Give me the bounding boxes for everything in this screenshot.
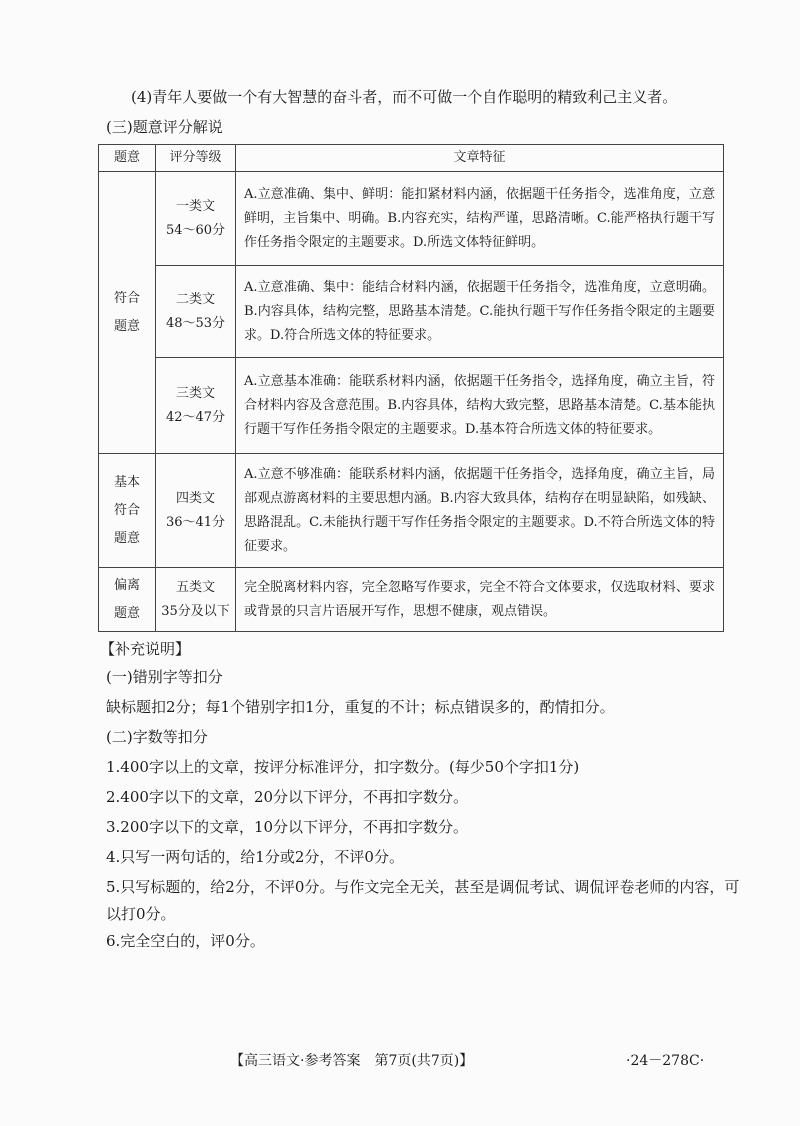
supplement-sub2: (二)字数等扣分 bbox=[106, 728, 208, 746]
grade-cell bbox=[156, 454, 236, 568]
header-topic: 题意 bbox=[99, 145, 156, 172]
grade-range: 42～47分 bbox=[165, 409, 226, 425]
exam-code: ·24－278C· bbox=[626, 1053, 705, 1069]
grade-name: 四类文 bbox=[175, 490, 215, 506]
feature-description: A.立意基本准确：能联系材料内涵，依据题干任务指令，选择角度，确立主旨，符合材料内容及含意范围。B.内容具体，结构大致完整，思路基本清楚。C.基本能执行题干写作任务指令限定的主题要求。D.基本符合所选文体的特征要求。 bbox=[236, 358, 724, 454]
grade-range: 54～60分 bbox=[165, 222, 226, 238]
table-row bbox=[99, 358, 724, 454]
scoring-table bbox=[98, 144, 724, 632]
list-item: 2.400字以下的文章，20分以下评分，不再扣字数分。 bbox=[106, 788, 469, 806]
list-item: 5.只写标题的，给2分，不评0分。与作文完全无关，甚至是调侃考试、调侃评卷老师的内容，可 bbox=[106, 878, 740, 896]
table-row bbox=[99, 266, 724, 358]
table-row bbox=[99, 454, 724, 568]
grade-range: 48～53分 bbox=[165, 315, 226, 331]
topic-fit: 符合题意 bbox=[113, 290, 140, 334]
page-footer: 【高三语文·参考答案 第7页(共7页)】 bbox=[230, 1053, 474, 1069]
grade-name: 三类文 bbox=[175, 385, 215, 401]
topic-cell-basic bbox=[99, 454, 156, 568]
table-row bbox=[99, 568, 724, 632]
feature-description: A.立意准确、集中：能结合材料内涵，依据题干任务指令，选准角度，立意明确。B.内容具体，结构完整，思路基本清楚。C.能执行题干写作任务指令限定的主题要求。D.符合所选文体的特征要求。 bbox=[236, 266, 724, 358]
grade-cell bbox=[156, 358, 236, 454]
list-item: 3.200字以下的文章，10分以下评分，不再扣字数分。 bbox=[106, 818, 469, 836]
supplement-sub1: (一)错别字等扣分 bbox=[106, 668, 223, 686]
grade-cell bbox=[156, 568, 236, 632]
topic-basic: 基本符合题意 bbox=[113, 474, 140, 546]
feature-description: A.立意不够准确：能联系材料内涵，依据题干任务指令，选择角度，确立主旨，局部观点游离材料的主要思想内涵。B.内容大致具体，结构存在明显缺陷，如残缺、思路混乱。C.未能执行题干写作任务指令限定的主题要求。D.不符合所选文体的特征要求。 bbox=[236, 454, 724, 568]
header-features: 文章特征 bbox=[236, 145, 724, 172]
list-item: 6.完全空白的，评0分。 bbox=[106, 932, 265, 950]
grade-name: 二类文 bbox=[175, 291, 215, 307]
supplement-sub1-text: 缺标题扣2分；每1个错别字扣1分，重复的不计；标点错误多的，酌情扣分。 bbox=[106, 698, 615, 716]
feature-description: 完全脱离材料内容，完全忽略写作要求，完全不符合文体要求，仅选取材料、要求或背景的只言片语展开写作，思想不健康，观点错误。 bbox=[236, 568, 724, 632]
grade-cell bbox=[156, 172, 236, 266]
header-grade: 评分等级 bbox=[156, 145, 236, 172]
intro-line: (4)青年人要做一个有大智慧的奋斗者，而不可做一个自作聪明的精致利己主义者。 bbox=[131, 88, 678, 106]
topic-cell-fit bbox=[99, 172, 156, 454]
list-item: 4.只写一两句话的，给1分或2分，不评0分。 bbox=[106, 848, 404, 866]
topic-cell-deviate bbox=[99, 568, 156, 632]
list-item: 1.400字以上的文章，按评分标准评分，扣字数分。(每少50个字扣1分) bbox=[106, 758, 580, 776]
list-item-continued: 以打0分。 bbox=[106, 905, 176, 923]
grade-range: 36～41分 bbox=[165, 514, 226, 530]
grade-cell bbox=[156, 266, 236, 358]
topic-deviate: 偏离题意 bbox=[113, 577, 140, 621]
grade-name: 一类文 bbox=[175, 198, 215, 214]
table-header-row bbox=[99, 145, 724, 172]
grade-range: 35分及以下 bbox=[161, 603, 230, 619]
supplement-title: 【补充说明】 bbox=[100, 640, 191, 658]
section-title: (三)题意评分解说 bbox=[106, 118, 223, 136]
feature-description: A.立意准确、集中、鲜明：能扣紧材料内涵，依据题干任务指令，选准角度，立意鲜明，主旨集中、明确。B.内容充实，结构严谨，思路清晰。C.能严格执行题干写作任务指令限定的主题要求。D.所选文体特征鲜明。 bbox=[236, 172, 724, 266]
grade-name: 五类文 bbox=[175, 579, 215, 595]
table-row bbox=[99, 172, 724, 266]
